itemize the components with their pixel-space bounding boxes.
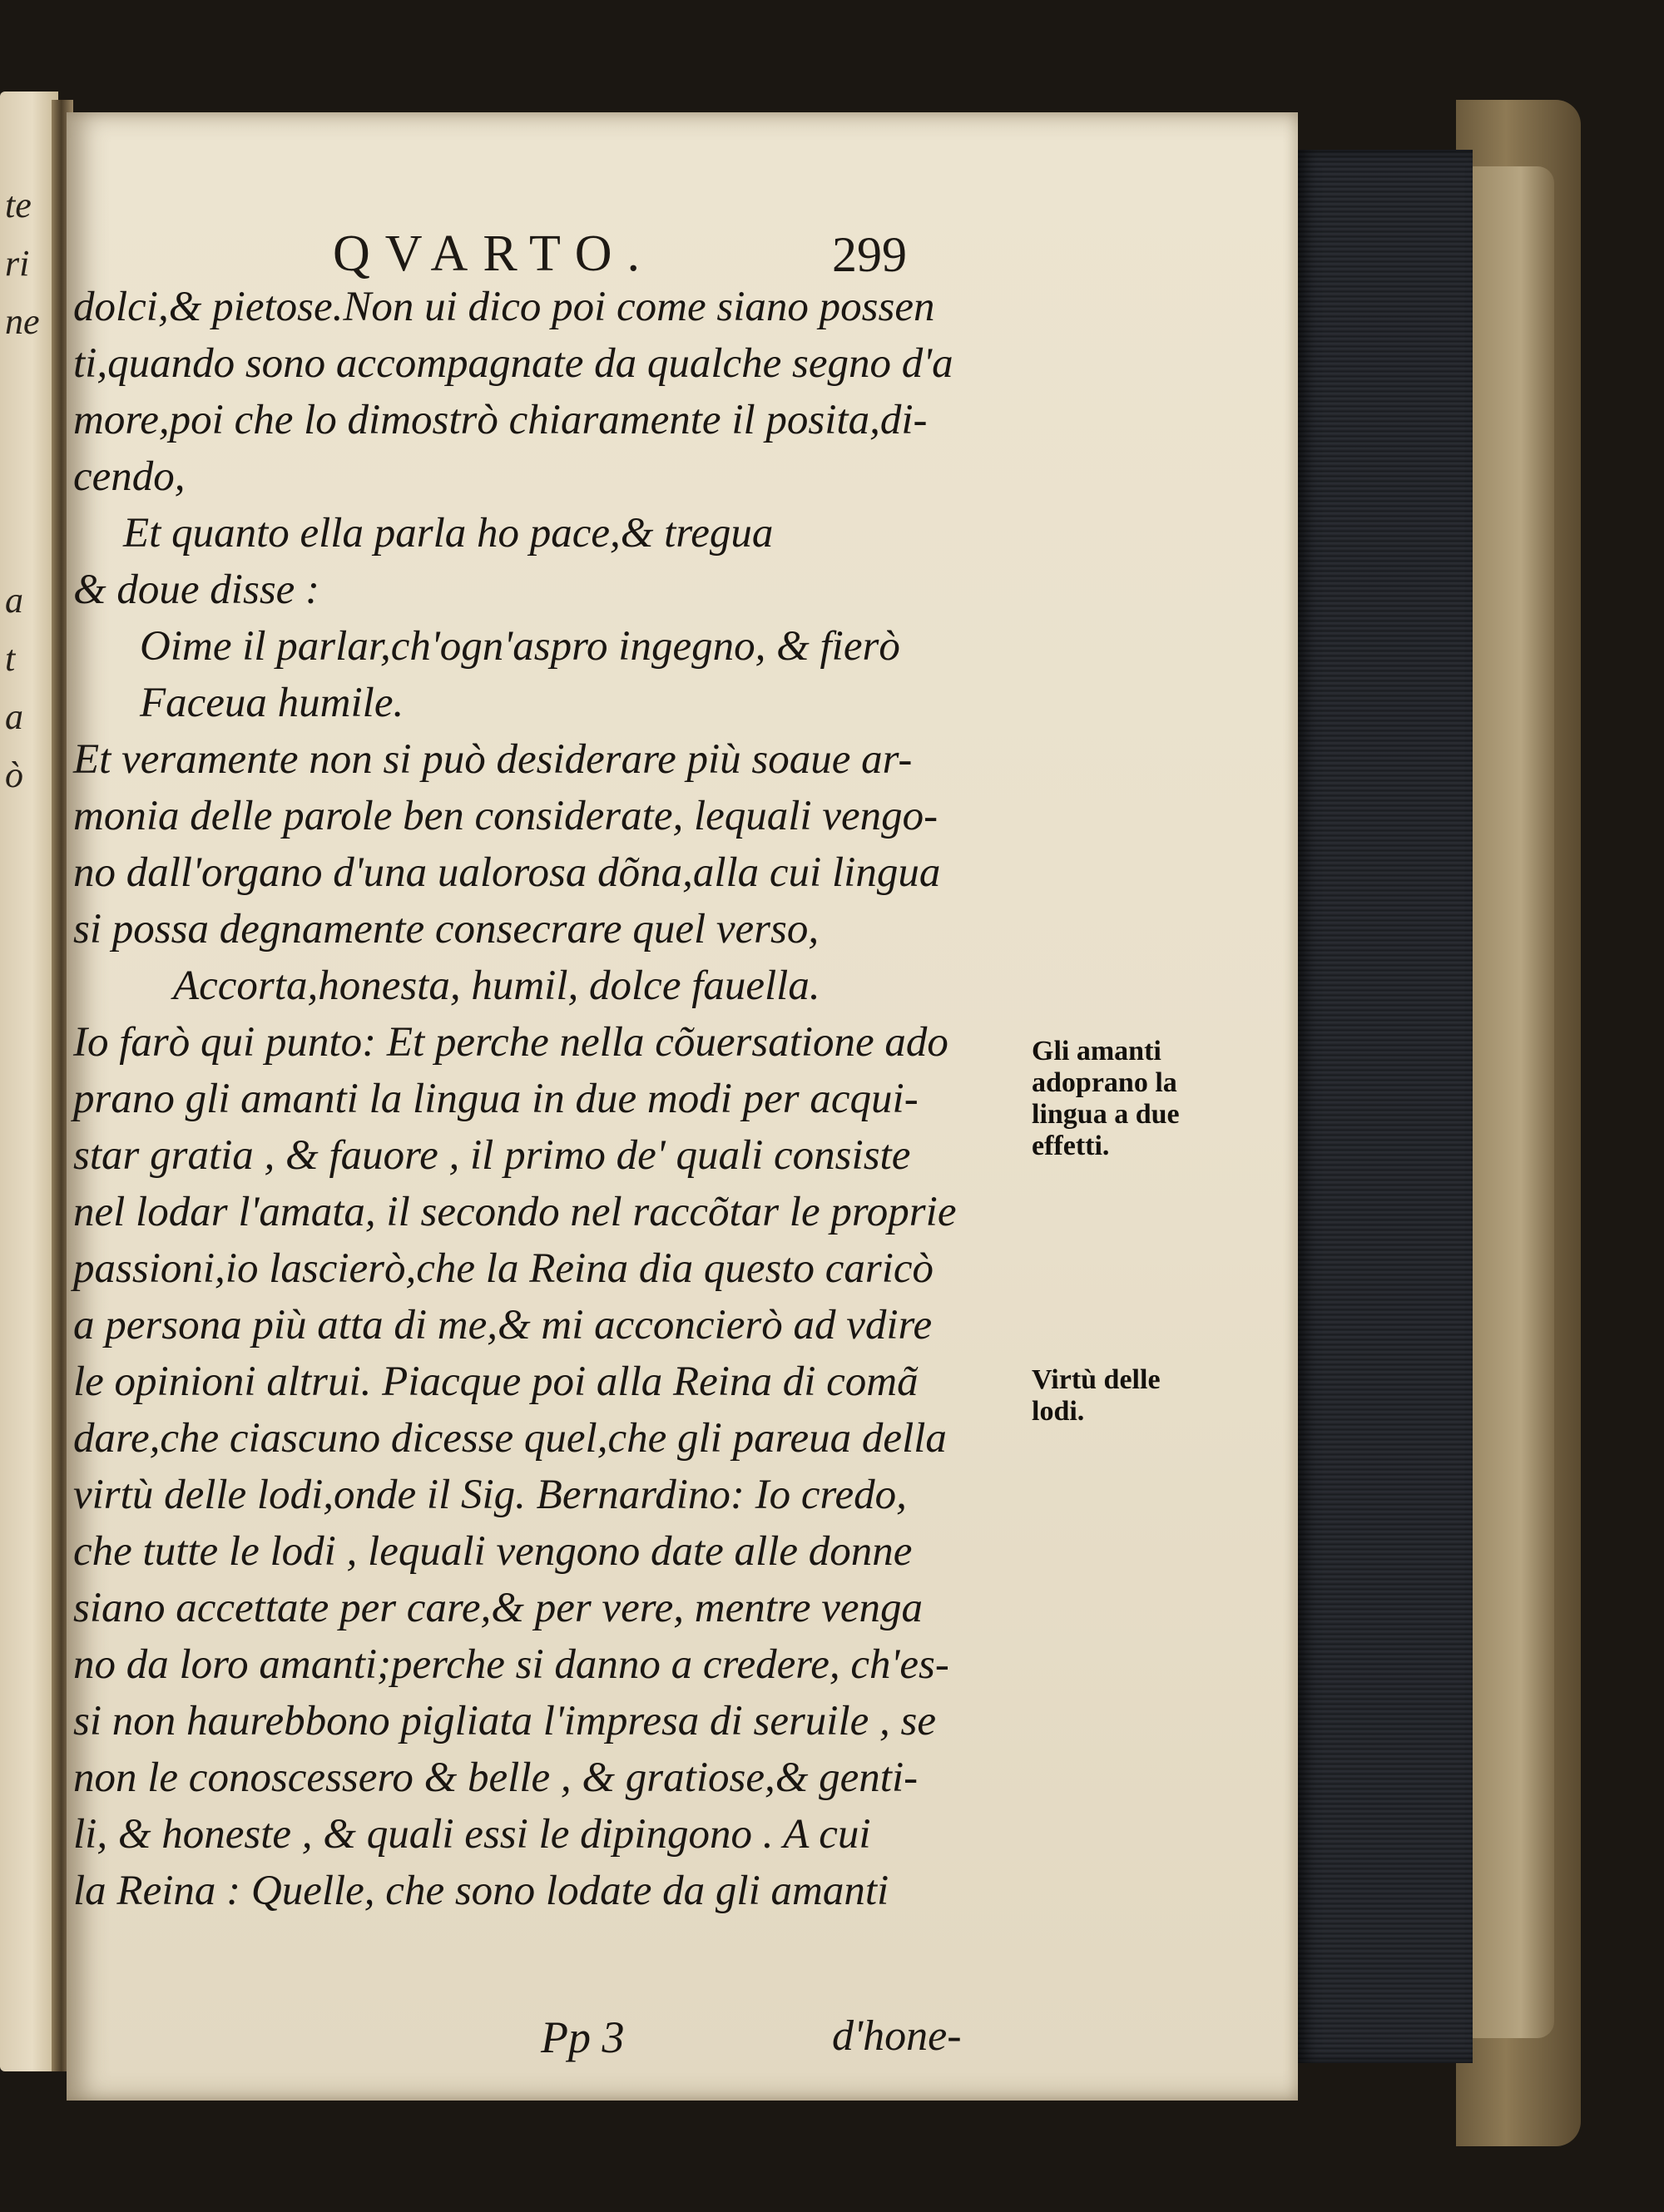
previous-page-edge (0, 92, 58, 2071)
text-line: more,poi che lo dimostrò chiaramente il posita,di- (73, 397, 928, 443)
catchword: d'hone- (832, 2012, 962, 2060)
margin-note-line: Gli amanti (1032, 1036, 1161, 1066)
verse-line: Et quanto ella parla ho pace,& tregua (123, 510, 774, 557)
verse-line: Oime il parlar,ch'ogn'aspro ingegno, & fierò (140, 623, 900, 670)
verse-line: Faceua humile. (140, 680, 404, 726)
text-line: no da loro amanti;perche si danno a credere, ch'es- (73, 1641, 949, 1688)
page-fore-edge (1298, 150, 1473, 2063)
text-line: monia delle parole ben considerate, lequali vengo- (73, 793, 938, 839)
margin-note-line: Virtù delle (1032, 1364, 1161, 1395)
text-line: cendo, (73, 453, 186, 500)
margin-note-line: effetti. (1032, 1131, 1110, 1161)
text-line: prano gli amanti la lingua in due modi per acqui- (73, 1076, 919, 1122)
text-line: a persona più atta di me,& mi acconcierò ad vdire (73, 1302, 933, 1348)
running-head: QVARTO. (333, 225, 655, 282)
margin-note-line: lingua a due (1032, 1099, 1180, 1130)
text-line: non le conoscessero & belle , & gratiose,& genti- (73, 1754, 919, 1801)
text-line: nel lodar l'amata, il secondo nel raccõtar le proprie (73, 1189, 957, 1235)
text-line: virtù delle lodi,onde il Sig. Bernardino: Io credo, (73, 1472, 907, 1518)
verse-line: Accorta,honesta, humil, dolce fauella. (173, 962, 820, 1009)
text-line: li, & honeste , & quali essi le dipingono . A cui (73, 1811, 871, 1858)
left-fragment: a (5, 580, 23, 621)
margin-note-amanti (1032, 1036, 1231, 1162)
text-line: ti,quando sono accompagnate da qualche segno d'a (73, 340, 953, 387)
text-line: Et veramente non si può desiderare più soaue ar- (73, 736, 913, 783)
text-line: & doue disse : (73, 567, 320, 613)
left-fragment: te (5, 185, 32, 225)
left-fragment: a (5, 696, 23, 737)
margin-note-virtu (1032, 1364, 1231, 1428)
left-fragment: ri (5, 243, 30, 284)
text-line: siano accettate per care,& per vere, mentre venga (73, 1585, 924, 1631)
text-line: no dall'organo d'una ualorosa dõna,alla cui lingua (73, 849, 941, 896)
left-fragment: ne (5, 301, 40, 342)
text-line: che tutte le lodi , lequali vengono date alle donne (73, 1528, 913, 1575)
signature-mark: Pp 3 (541, 2012, 625, 2062)
text-line: la Reina : Quelle, che sono lodate da gli amanti (73, 1868, 889, 1914)
cover-turn-in (1471, 166, 1554, 2038)
left-fragment: ò (5, 755, 23, 795)
text-line: Io farò qui punto: Et perche nella cõuersatione ado (73, 1019, 948, 1066)
text-line: le opinioni altrui. Piacque poi alla Reina di comã (73, 1358, 919, 1405)
text-line: passioni,io lascierò,che la Reina dia questo caricò (73, 1245, 934, 1292)
text-line: star gratia , & fauore , il primo de' quali consiste (73, 1132, 911, 1179)
margin-note-line: adoprano la (1032, 1067, 1177, 1098)
body-text (73, 279, 1022, 1919)
text-line: dolci,& pietose.Non ui dico poi come siano possen (73, 284, 935, 330)
margin-note-line: lodi. (1032, 1396, 1085, 1427)
page-number: 299 (832, 227, 907, 282)
text-line: si possa degnamente consecrare quel verso, (73, 906, 820, 953)
text-line: si non haurebbono pigliata l'impresa di seruile , se (73, 1698, 937, 1744)
left-fragment: t (5, 638, 16, 679)
text-line: dare,che ciascuno dicesse quel,che gli pareua della (73, 1415, 947, 1462)
